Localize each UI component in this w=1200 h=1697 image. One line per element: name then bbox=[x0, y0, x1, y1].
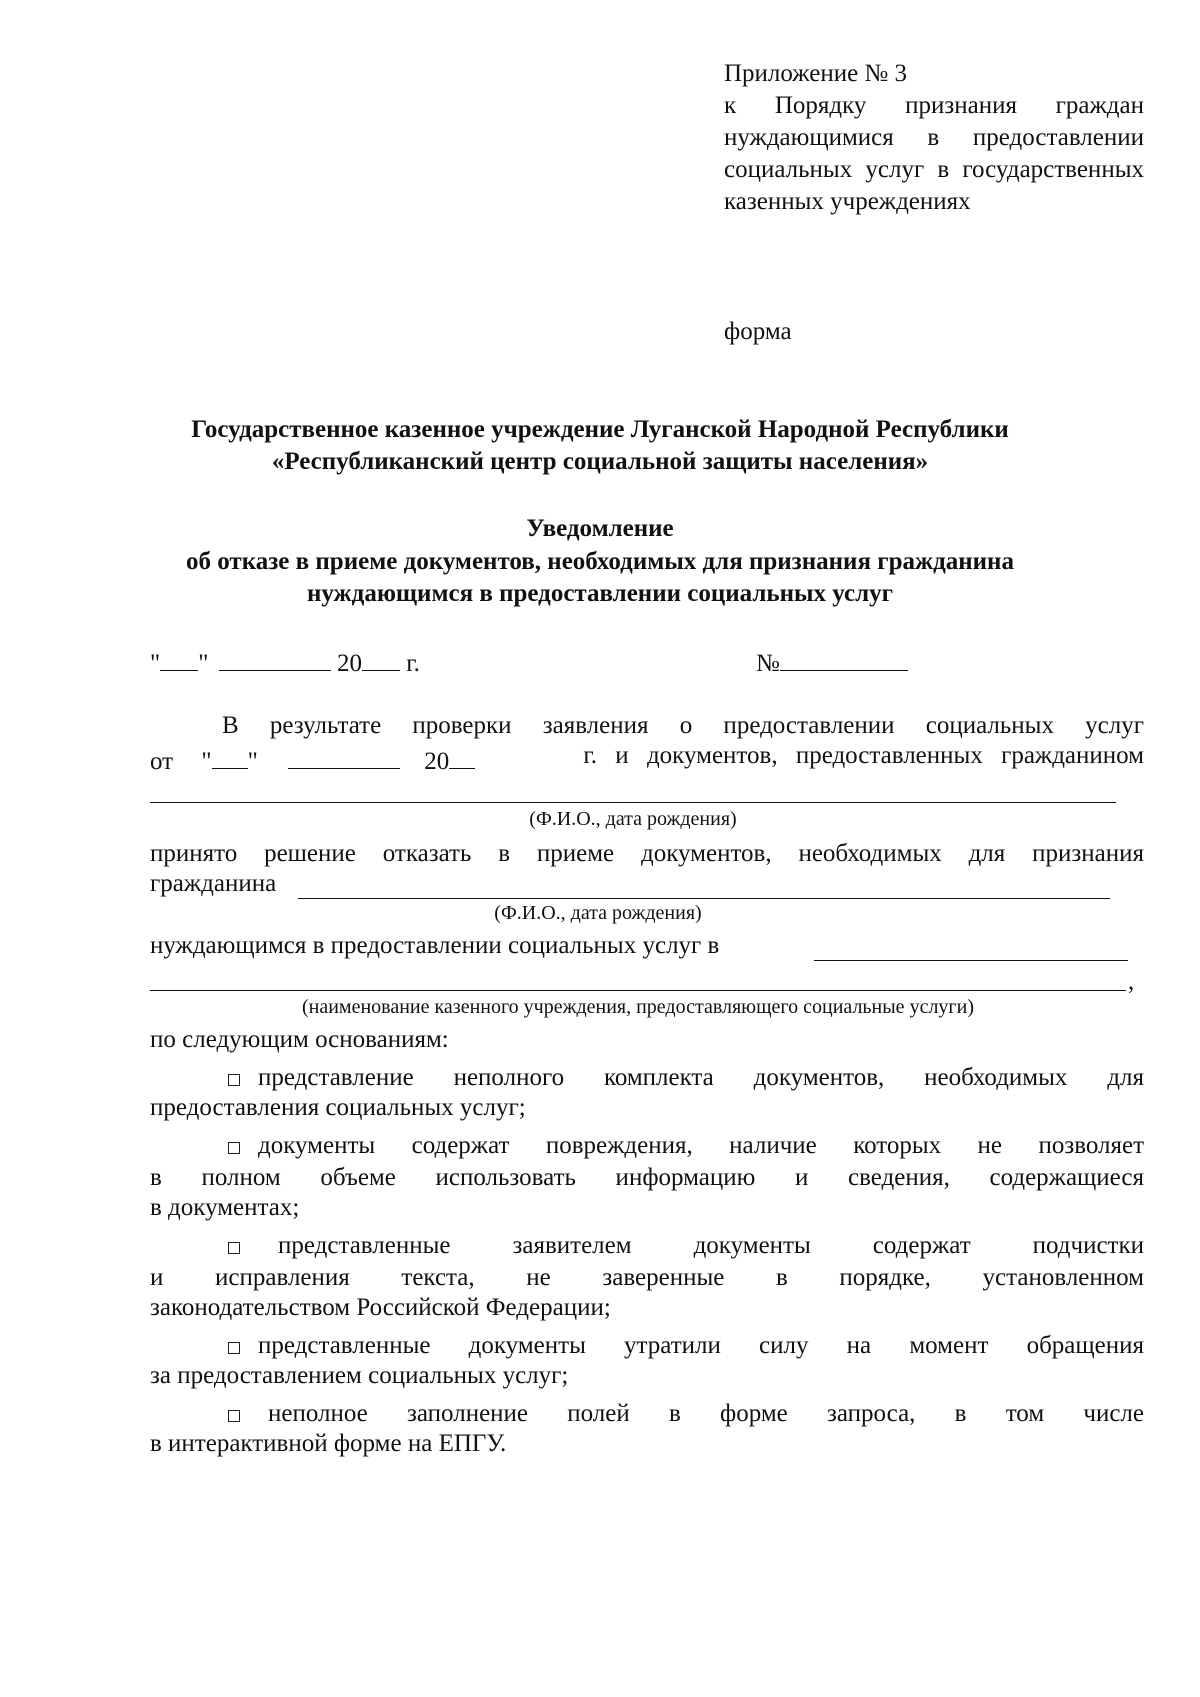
date-month-field[interactable] bbox=[219, 644, 331, 671]
ground-4-line2: за предоставлением социальных услуг; bbox=[150, 1362, 569, 1389]
ground-4-checkbox[interactable] bbox=[228, 1342, 240, 1354]
trailing-comma: , bbox=[1128, 968, 1135, 995]
annex-title: Приложение № 3 bbox=[724, 60, 908, 87]
doc-title: Уведомление bbox=[526, 515, 674, 542]
date-quote-close: " bbox=[198, 650, 209, 677]
annex-reference bbox=[724, 58, 1144, 218]
date-year-prefix: 20 bbox=[336, 650, 362, 677]
org-name-line2: «Республиканский центр социальной защиты населения» bbox=[271, 448, 929, 475]
number-sign: № bbox=[756, 650, 780, 677]
paragraph-2-line1: принято решение отказать в приеме документов, необходимых для признания bbox=[150, 840, 1144, 867]
ground-2-line1: документы содержат повреждения, наличие которых не позволяет bbox=[258, 1132, 1144, 1159]
caption-institution: (наименование казенного учреждения, предоставляющего социальные услуги) bbox=[301, 996, 974, 1018]
app-date-year-field[interactable] bbox=[449, 742, 475, 769]
app-date-day-field[interactable] bbox=[212, 742, 248, 769]
app-date-quote-close: " bbox=[247, 748, 258, 775]
app-date-month-field[interactable] bbox=[288, 742, 400, 769]
paragraph-1-line2 bbox=[150, 742, 1144, 776]
number-line bbox=[756, 644, 908, 678]
ground-5-line1: неполное заполнение полей в форме запроса, в том числе bbox=[268, 1400, 1144, 1427]
ground-5-checkbox[interactable] bbox=[228, 1410, 240, 1422]
ground-2-checkbox[interactable] bbox=[228, 1142, 240, 1154]
grounds-intro: по следующим основаниям: bbox=[150, 1026, 449, 1053]
app-date-rest: г. и документов, предоставленных гражданином bbox=[583, 742, 1144, 769]
annex-body: к Порядку признания граждан нуждающимися в предоставлении социальных услуг в государственных казенных учреждениях bbox=[724, 92, 1144, 215]
paragraph-1-line1: В результате проверки заявления о предоставлении социальных услуг bbox=[222, 712, 1144, 739]
ground-3-line1: представленные заявителем документы содержат подчистки bbox=[278, 1232, 1144, 1259]
institution-name-field[interactable] bbox=[814, 960, 1128, 961]
ground-5-line2: в интерактивной форме на ЕПГУ. bbox=[150, 1430, 507, 1457]
ground-2-line3: в документах; bbox=[150, 1194, 300, 1221]
institution-name-field-2[interactable] bbox=[150, 990, 1126, 991]
date-day-field[interactable] bbox=[160, 644, 198, 671]
doc-subtitle-line1: об отказе в приеме документов, необходимых для признания гражданина bbox=[186, 548, 1014, 575]
ground-3-checkbox[interactable] bbox=[228, 1242, 240, 1254]
date-quote-open: " bbox=[150, 650, 161, 677]
caption-fio-2: (Ф.И.О., дата рождения) bbox=[494, 902, 702, 924]
document-number-field[interactable] bbox=[780, 644, 908, 671]
form-label: форма bbox=[724, 318, 792, 345]
org-name-line1: Государственное казенное учреждение Луганской Народной Республики bbox=[191, 416, 1009, 443]
app-date-quote-open: " bbox=[201, 748, 212, 775]
ground-1-checkbox[interactable] bbox=[228, 1074, 240, 1086]
ground-1-line2: предоставления социальных услуг; bbox=[150, 1094, 526, 1121]
ground-4-line1: представленные документы утратили силу на момент обращения bbox=[258, 1332, 1144, 1359]
app-date-year-prefix: 20 bbox=[424, 748, 450, 775]
citizen-name-field[interactable] bbox=[150, 802, 1116, 803]
date-year-suffix: г. bbox=[406, 650, 420, 677]
doc-subtitle-line2: нуждающимся в предоставлении социальных услуг bbox=[306, 580, 894, 607]
ground-3-line3: законодательством Российской Федерации; bbox=[150, 1294, 611, 1321]
from-label: от bbox=[150, 748, 174, 775]
caption-fio-1: (Ф.И.О., дата рождения) bbox=[529, 808, 737, 830]
date-line bbox=[150, 644, 420, 678]
paragraph-2-line2: гражданина bbox=[150, 870, 277, 897]
ground-2-line2: в полном объеме использовать информацию и сведения, содержащиеся bbox=[150, 1164, 1144, 1191]
paragraph-3-line1: нуждающимся в предоставлении социальных услуг в bbox=[150, 932, 720, 959]
date-year-field[interactable] bbox=[362, 644, 400, 671]
citizen-name-field-2[interactable] bbox=[298, 898, 1110, 899]
ground-3-line2: и исправления текста, не заверенные в порядке, установленном bbox=[150, 1264, 1144, 1291]
ground-1-line1: представление неполного комплекта документов, необходимых для bbox=[258, 1064, 1144, 1091]
